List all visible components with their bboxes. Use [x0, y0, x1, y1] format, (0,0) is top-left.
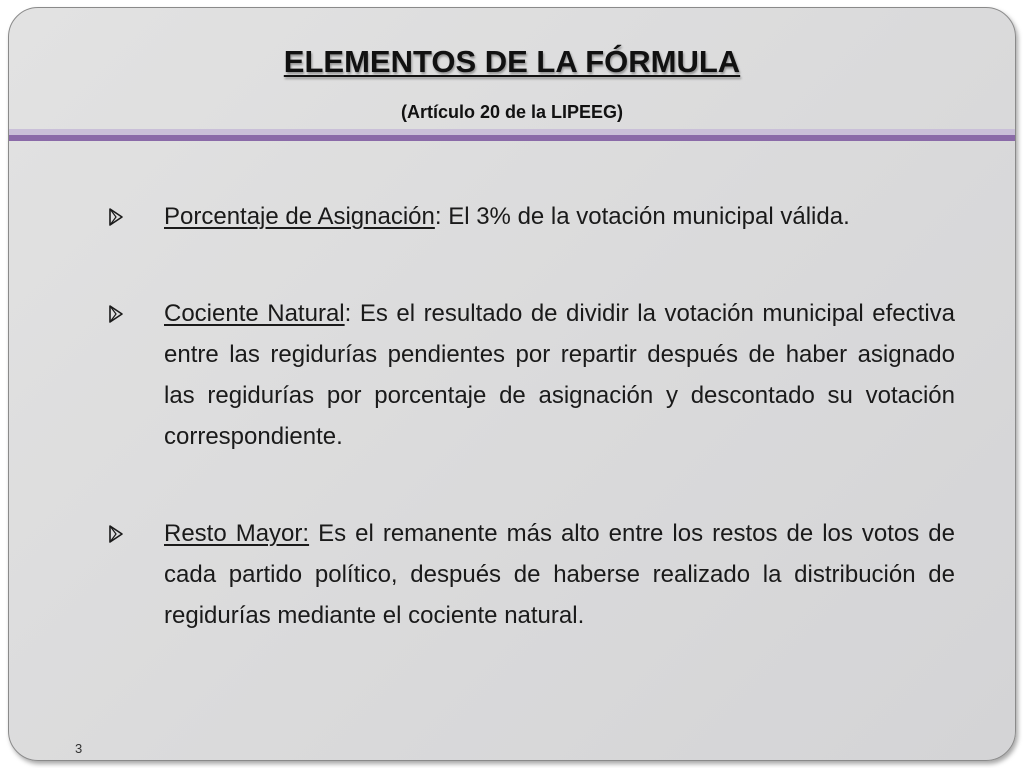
arrowhead-bullet-icon	[105, 196, 129, 237]
bullet-text: Es el remanente más alto entre los restos de los votos de cada partido político, después de haberse realizado la distribución de regidurías mediante el cociente natural.	[164, 520, 955, 629]
bullet-list	[105, 196, 955, 636]
bullet-item-resto	[105, 513, 955, 636]
bullet-separator: :	[434, 203, 442, 230]
arrowhead-bullet-icon	[105, 513, 129, 554]
page-number: 3	[75, 741, 83, 756]
bullet-text: El 3% de la votación municipal válida.	[441, 203, 850, 230]
slide-title: ELEMENTOS DE LA FÓRMULA	[283, 44, 741, 79]
bullet-term: Cociente Natural	[164, 300, 345, 327]
bullet-item-cociente	[105, 293, 955, 457]
arrowhead-bullet-icon	[105, 293, 129, 334]
bullet-separator: :	[344, 300, 352, 327]
bullet-term: Porcentaje de Asignación	[164, 203, 435, 230]
bullet-term: Resto Mayor:	[164, 520, 310, 547]
bullet-text: Es el resultado de dividir la votación municipal efectiva entre las regidurías pendientes por repartir después de haber asignado las regidurías por porcentaje de asignación y descontado su votación correspondiente.	[164, 300, 955, 450]
bullet-item-porcentaje	[105, 196, 955, 237]
divider-dark	[9, 135, 1015, 141]
slide-subtitle: (Artículo 20 de la LIPEEG)	[400, 102, 624, 122]
slide	[8, 7, 1016, 761]
